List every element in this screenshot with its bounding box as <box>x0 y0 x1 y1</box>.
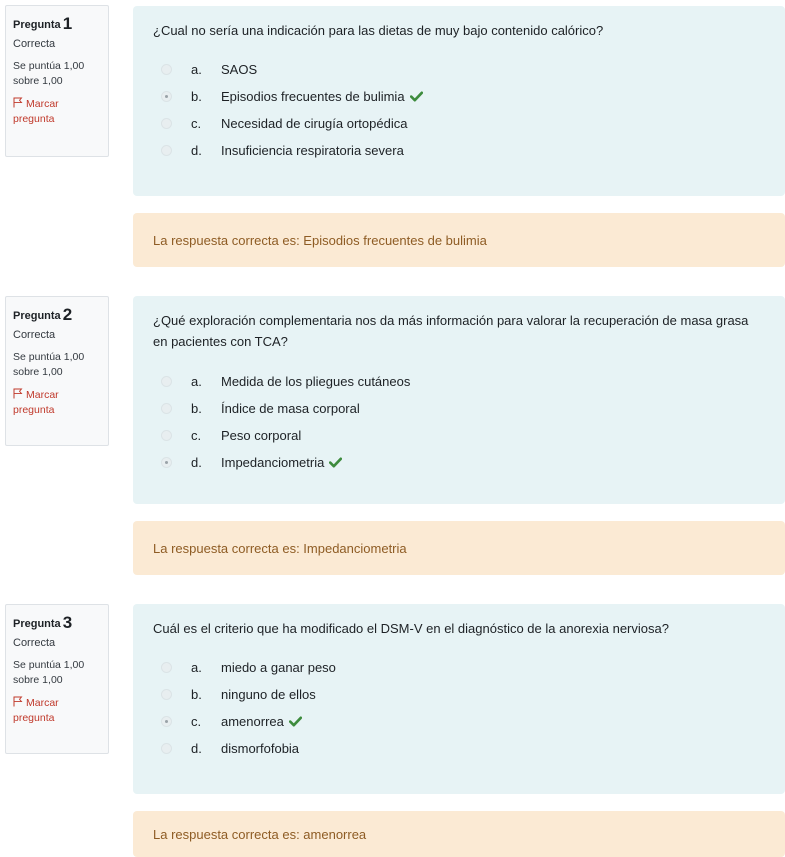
check-icon <box>329 457 342 468</box>
flag-icon <box>13 97 23 108</box>
radio-button[interactable] <box>161 145 172 156</box>
right-answer-feedback-2: La respuesta correcta es: Impedanciometria <box>133 521 785 575</box>
answer-option-d[interactable]: d. Impedanciometria <box>153 449 765 476</box>
question-info-2 <box>5 296 109 446</box>
answer-option-c[interactable]: c. amenorrea <box>153 708 765 735</box>
answer-option-b[interactable]: b. Episodios frecuentes de bulimia <box>153 83 765 110</box>
right-answer-feedback-1: La respuesta correcta es: Episodios frecuentes de bulimia <box>133 213 785 267</box>
question-content-2 <box>133 296 785 504</box>
radio-button[interactable] <box>161 64 172 75</box>
radio-button[interactable] <box>161 403 172 414</box>
answer-option-d[interactable]: d. dismorfofobia <box>153 735 765 762</box>
question-info-1 <box>5 5 109 157</box>
question-content-3 <box>133 604 785 794</box>
question-info-3 <box>5 604 109 754</box>
answer-options <box>153 654 765 762</box>
question-text: Cuál es el criterio que ha modificado el DSM-V en el diagnóstico de la anorexia nerviosa? <box>153 621 669 636</box>
question-number: Pregunta 2 <box>13 305 73 324</box>
radio-button-selected[interactable] <box>161 716 172 727</box>
question-grade: Se puntúa 1,00 sobre 1,00 <box>13 60 85 87</box>
question-state: Correcta <box>13 38 56 50</box>
answer-options <box>153 56 765 164</box>
question-state: Correcta <box>13 329 56 341</box>
question-content-1 <box>133 6 785 196</box>
flag-question-link[interactable]: Marcar pregunta <box>13 389 59 416</box>
radio-button[interactable] <box>161 376 172 387</box>
radio-button-selected[interactable] <box>161 457 172 468</box>
answer-option-a[interactable]: a. miedo a ganar peso <box>153 654 765 681</box>
question-text: ¿Qué exploración complementaria nos da más información para valorar la recuperación de masa grasa en pacientes con TCA? <box>153 313 749 349</box>
answer-option-c[interactable]: c. Necesidad de cirugía ortopédica <box>153 110 765 137</box>
answer-option-c[interactable]: c. Peso corporal <box>153 422 765 449</box>
question-grade: Se puntúa 1,00 sobre 1,00 <box>13 659 85 686</box>
radio-button[interactable] <box>161 118 172 129</box>
question-grade: Se puntúa 1,00 sobre 1,00 <box>13 351 85 378</box>
radio-button[interactable] <box>161 743 172 754</box>
question-number: Pregunta 3 <box>13 613 73 632</box>
flag-icon <box>13 696 23 707</box>
radio-button[interactable] <box>161 689 172 700</box>
check-icon <box>289 716 302 727</box>
check-icon <box>410 91 423 102</box>
answer-option-a[interactable]: a. SAOS <box>153 56 765 83</box>
question-number: Pregunta 1 <box>13 14 73 33</box>
answer-option-d[interactable]: d. Insuficiencia respiratoria severa <box>153 137 765 164</box>
answer-option-b[interactable]: b. ninguno de ellos <box>153 681 765 708</box>
right-answer-feedback-3: La respuesta correcta es: amenorrea <box>133 811 785 857</box>
radio-button[interactable] <box>161 662 172 673</box>
flag-question-link[interactable]: Marcar pregunta <box>13 697 59 724</box>
question-state: Correcta <box>13 637 56 649</box>
flag-question-link[interactable]: Marcar pregunta <box>13 98 59 125</box>
radio-button[interactable] <box>161 430 172 441</box>
answer-option-b[interactable]: b. Índice de masa corporal <box>153 395 765 422</box>
radio-button-selected[interactable] <box>161 91 172 102</box>
question-text: ¿Cual no sería una indicación para las dietas de muy bajo contenido calórico? <box>153 23 604 38</box>
answer-options <box>153 368 765 476</box>
flag-icon <box>13 388 23 399</box>
answer-option-a[interactable]: a. Medida de los pliegues cutáneos <box>153 368 765 395</box>
